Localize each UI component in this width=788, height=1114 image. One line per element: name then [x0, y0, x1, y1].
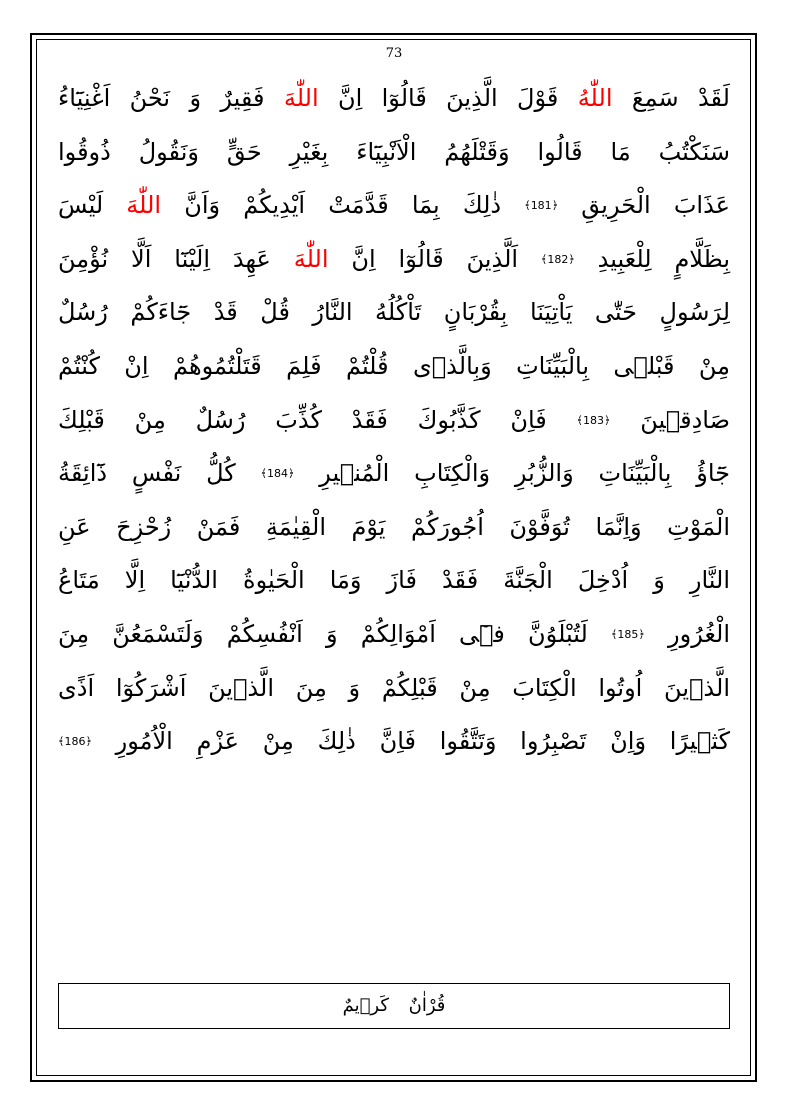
- ayah-number-marker: ﴿184﴾: [260, 467, 295, 481]
- text-line: [58, 179, 730, 233]
- text-line: [58, 72, 730, 126]
- ayah-number-marker: ﴿185﴾: [610, 628, 645, 642]
- ayah-number-marker: ﴿186﴾: [58, 735, 92, 749]
- footer-box: [58, 983, 730, 1029]
- text-line: [58, 662, 730, 716]
- verse-text: مِنْ قَبْلٖى بِالْبَيِّنَاتِ وَبِالَّذٖى قُلْتُمْ فَلِمَ قَتَلْتُمُوهُمْ اِنْ كُنْتُمْ: [58, 351, 730, 380]
- footer-title: قُرْاٰنٌ كَرٖيمٌ: [342, 995, 446, 1016]
- ayah-number-marker: ﴿182﴾: [540, 252, 575, 266]
- text-line: [58, 608, 730, 662]
- quran-text-block: [58, 72, 730, 769]
- verse-text: بِظَلَّامٍ لِلْعَبِيدِ: [574, 244, 730, 273]
- verse-text: الَّذٖينَ اُوتُوا الْكِتَابَ مِنْ قَبْلِكُمْ وَ مِنَ الَّذٖينَ اَشْرَكُوٓا اَذًى: [58, 673, 730, 702]
- divine-name: اللّٰهَ: [283, 84, 319, 112]
- divine-name: اللّٰهَ: [293, 244, 329, 273]
- verse-text: لِرَسُولٍ حَتّٰى يَاْتِيَنَا بِقُرْبَانٍ تَاْكُلُهُ النَّارُ قُلْ قَدْ جَٓاءَكُمْ رُسُلٌ: [58, 298, 730, 327]
- verse-text: عَهِدَ اِلَيْنَٓا اَلَّا نُؤْمِنَ: [58, 244, 294, 273]
- verse-text: كَثٖيرًا وَاِنْ تَصْبِرُوا وَتَتَّقُوا فَاِنَّ ذٰلِكَ مِنْ عَزْمِ الْاُمُورِ: [91, 727, 730, 756]
- verse-text: الْغُرُورِ: [644, 619, 731, 648]
- verse-text: الْمَوْتِ وَاِنَّمَا تُوَفَّوْنَ اُجُورَكُمْ يَوْمَ الْقِيٰمَةِ فَمَنْ زُحْزِحَ عَنِ: [58, 512, 730, 541]
- text-line: [58, 394, 730, 448]
- ayah-number-marker: ﴿183﴾: [576, 413, 611, 427]
- text-line: [58, 554, 730, 608]
- verse-text: لَقَدْ سَمِعَ: [612, 84, 730, 112]
- divine-name: اللّٰهُ: [577, 84, 613, 112]
- verse-text: سَنَكْتُبُ مَا قَالُوا وَقَتْلَهُمُ الْاَنْبِيَٓاءَ بِغَيْرِ حَقٍّ وَنَقُولُ ذُوقُوا: [58, 137, 730, 166]
- verse-text: ذٰلِكَ بِمَا قَدَّمَتْ اَيْدِيكُمْ وَاَنَّ: [161, 191, 525, 220]
- divine-name: اللّٰهَ: [126, 191, 162, 220]
- text-line: [58, 447, 730, 501]
- page-number: 73: [385, 46, 403, 61]
- verse-text: لَيْسَ: [58, 191, 127, 220]
- text-line: [58, 501, 730, 555]
- verse-text: لَتُبْلَوُنَّ فٖٓى اَمْوَالِكُمْ وَ اَنْفُسِكُمْ وَلَتَسْمَعُنَّ مِنَ: [58, 619, 611, 648]
- verse-text: قَوْلَ الَّذِينَ قَالُوٓا اِنَّ: [318, 84, 578, 112]
- text-line: [58, 126, 730, 180]
- verse-text: فَقِيرٌ وَ نَحْنُ اَغْنِيَٓاءُ: [58, 84, 284, 112]
- text-line: [58, 715, 730, 769]
- verse-text: عَذَابَ الْحَرِيقِ: [558, 191, 731, 220]
- text-line: [58, 286, 730, 340]
- verse-text: النَّارِ وَ اُدْخِلَ الْجَنَّةَ فَقَدْ فَازَ وَمَا الْحَيٰوةُ الدُّنْيَٓا اِلَّا مَتَاعُ: [58, 566, 730, 595]
- verse-text: فَاِنْ كَذَّبُوكَ فَقَدْ كُذِّبَ رُسُلٌ مِنْ قَبْلِكَ: [58, 405, 577, 434]
- text-line: [58, 340, 730, 394]
- ayah-number-marker: ﴿181﴾: [524, 199, 559, 213]
- verse-text: كُلُّ نَفْسٍ ذَٓائِقَةُ: [58, 459, 261, 488]
- verse-text: صَادِقٖينَ: [610, 405, 730, 434]
- verse-text: اَلَّذِينَ قَالُوٓا اِنَّ: [328, 244, 541, 273]
- text-line: [58, 233, 730, 287]
- verse-text: جَٓاؤُ بِالْبَيِّنَاتِ وَالزُّبُرِ وَالْكِتَابِ الْمُنٖيرِ: [294, 459, 730, 488]
